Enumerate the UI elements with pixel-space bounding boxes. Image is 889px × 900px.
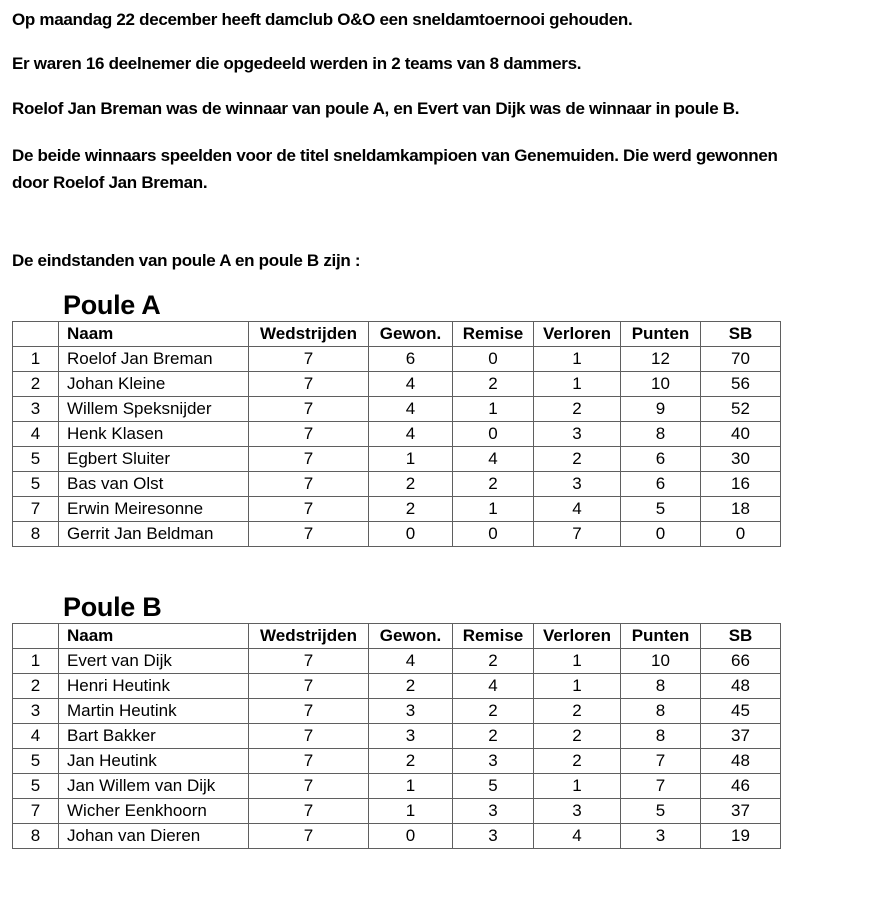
remise-cell: 0 [453, 422, 534, 447]
sb-cell: 30 [701, 447, 781, 472]
rank-cell: 4 [13, 422, 59, 447]
table-row [13, 774, 781, 799]
sb-cell: 19 [701, 824, 781, 849]
punten-cell: 5 [621, 799, 701, 824]
gewonnen-cell: 4 [369, 649, 453, 674]
table-row [13, 447, 781, 472]
wedstrijden-cell: 7 [249, 372, 369, 397]
name-cell: Henri Heutink [59, 674, 249, 699]
paragraph-final [12, 142, 879, 196]
punten-cell: 10 [621, 372, 701, 397]
gewonnen-cell: 4 [369, 422, 453, 447]
wedstrijden-cell: 7 [249, 799, 369, 824]
remise-cell: 4 [453, 447, 534, 472]
wedstrijden-cell: 7 [249, 749, 369, 774]
column-header-sb: SB [701, 322, 781, 347]
table-row [13, 522, 781, 547]
name-cell: Erwin Meiresonne [59, 497, 249, 522]
verloren-cell: 3 [534, 472, 621, 497]
verloren-cell: 2 [534, 724, 621, 749]
name-cell: Bart Bakker [59, 724, 249, 749]
punten-cell: 7 [621, 774, 701, 799]
column-header-remise: Remise [453, 322, 534, 347]
rank-cell: 1 [13, 347, 59, 372]
name-cell: Egbert Sluiter [59, 447, 249, 472]
wedstrijden-cell: 7 [249, 422, 369, 447]
sb-cell: 45 [701, 699, 781, 724]
wedstrijden-cell: 7 [249, 347, 369, 372]
punten-cell: 7 [621, 749, 701, 774]
remise-cell: 2 [453, 724, 534, 749]
poule-b-table [12, 623, 781, 849]
column-header-punten: Punten [621, 322, 701, 347]
remise-cell: 2 [453, 372, 534, 397]
remise-cell: 5 [453, 774, 534, 799]
gewonnen-cell: 1 [369, 774, 453, 799]
wedstrijden-cell: 7 [249, 497, 369, 522]
table-row [13, 472, 781, 497]
gewonnen-cell: 4 [369, 372, 453, 397]
header-row [13, 322, 781, 347]
gewonnen-cell: 2 [369, 749, 453, 774]
verloren-cell: 1 [534, 774, 621, 799]
name-cell: Henk Klasen [59, 422, 249, 447]
verloren-cell: 7 [534, 522, 621, 547]
column-header-wedstrijden: Wedstrijden [249, 322, 369, 347]
column-header-verloren: Verloren [534, 322, 621, 347]
name-cell: Johan Kleine [59, 372, 249, 397]
rank-cell: 2 [13, 372, 59, 397]
rank-cell: 2 [13, 674, 59, 699]
verloren-cell: 3 [534, 799, 621, 824]
gewonnen-cell: 0 [369, 522, 453, 547]
remise-cell: 2 [453, 472, 534, 497]
name-cell: Wicher Eenkhoorn [59, 799, 249, 824]
punten-cell: 8 [621, 422, 701, 447]
gewonnen-cell: 2 [369, 497, 453, 522]
punten-cell: 0 [621, 522, 701, 547]
paragraph-line: De eindstanden van poule A en poule B zijn : [12, 251, 361, 270]
column-header-naam: Naam [59, 322, 249, 347]
header-row [13, 624, 781, 649]
name-cell: Martin Heutink [59, 699, 249, 724]
poule-a-title: Poule A [63, 290, 161, 320]
name-cell: Bas van Olst [59, 472, 249, 497]
gewonnen-cell: 6 [369, 347, 453, 372]
sb-cell: 70 [701, 347, 781, 372]
rank-cell: 3 [13, 397, 59, 422]
rank-cell: 8 [13, 824, 59, 849]
name-cell: Jan Willem van Dijk [59, 774, 249, 799]
gewonnen-cell: 3 [369, 724, 453, 749]
rank-cell: 4 [13, 724, 59, 749]
punten-cell: 10 [621, 649, 701, 674]
name-cell: Willem Speksnijder [59, 397, 249, 422]
poule-a-table [12, 321, 781, 547]
column-header-gewonnen: Gewon. [369, 322, 453, 347]
wedstrijden-cell: 7 [249, 447, 369, 472]
remise-cell: 4 [453, 674, 534, 699]
verloren-cell: 1 [534, 674, 621, 699]
remise-cell: 3 [453, 824, 534, 849]
punten-cell: 6 [621, 472, 701, 497]
gewonnen-cell: 2 [369, 472, 453, 497]
gewonnen-cell: 4 [369, 397, 453, 422]
table-row [13, 799, 781, 824]
table-row [13, 749, 781, 774]
punten-cell: 8 [621, 674, 701, 699]
remise-cell: 0 [453, 347, 534, 372]
column-header-verloren: Verloren [534, 624, 621, 649]
remise-cell: 1 [453, 497, 534, 522]
gewonnen-cell: 0 [369, 824, 453, 849]
wedstrijden-cell: 7 [249, 824, 369, 849]
column-header-remise: Remise [453, 624, 534, 649]
paragraph-intro [12, 10, 879, 30]
wedstrijden-cell: 7 [249, 649, 369, 674]
verloren-cell: 2 [534, 749, 621, 774]
paragraph-line: Op maandag 22 december heeft damclub O&O een sneldamtoernooi gehouden. [12, 10, 633, 29]
rank-cell: 8 [13, 522, 59, 547]
gewonnen-cell: 3 [369, 699, 453, 724]
rank-cell: 3 [13, 699, 59, 724]
verloren-cell: 4 [534, 824, 621, 849]
sb-cell: 56 [701, 372, 781, 397]
name-cell: Gerrit Jan Beldman [59, 522, 249, 547]
remise-cell: 0 [453, 522, 534, 547]
remise-cell: 3 [453, 749, 534, 774]
gewonnen-cell: 2 [369, 674, 453, 699]
name-cell: Roelof Jan Breman [59, 347, 249, 372]
column-header-rank [13, 322, 59, 347]
verloren-cell: 1 [534, 372, 621, 397]
punten-cell: 5 [621, 497, 701, 522]
sb-cell: 48 [701, 674, 781, 699]
paragraph-line: Er waren 16 deelnemer die opgedeeld werden in 2 teams van 8 dammers. [12, 54, 582, 73]
name-cell: Jan Heutink [59, 749, 249, 774]
sb-cell: 52 [701, 397, 781, 422]
poule-b-title: Poule B [63, 592, 162, 622]
remise-cell: 1 [453, 397, 534, 422]
wedstrijden-cell: 7 [249, 724, 369, 749]
name-cell: Johan van Dieren [59, 824, 249, 849]
table-row [13, 422, 781, 447]
punten-cell: 9 [621, 397, 701, 422]
paragraph-line: De beide winnaars speelden voor de titel sneldamkampioen van Genemuiden. Die werd gewonnen [12, 146, 778, 165]
paragraph-line: Roelof Jan Breman was de winnaar van poule A, en Evert van Dijk was de winnaar in poule B. [12, 99, 740, 118]
wedstrijden-cell: 7 [249, 522, 369, 547]
column-header-sb: SB [701, 624, 781, 649]
verloren-cell: 2 [534, 699, 621, 724]
remise-cell: 2 [453, 699, 534, 724]
rank-cell: 5 [13, 774, 59, 799]
wedstrijden-cell: 7 [249, 397, 369, 422]
column-header-wedstrijden: Wedstrijden [249, 624, 369, 649]
sb-cell: 37 [701, 724, 781, 749]
wedstrijden-cell: 7 [249, 774, 369, 799]
column-header-naam: Naam [59, 624, 249, 649]
table-row [13, 674, 781, 699]
rank-cell: 5 [13, 447, 59, 472]
rank-cell: 7 [13, 497, 59, 522]
column-header-rank [13, 624, 59, 649]
sb-cell: 16 [701, 472, 781, 497]
table-row [13, 497, 781, 522]
table-row [13, 347, 781, 372]
verloren-cell: 4 [534, 497, 621, 522]
gewonnen-cell: 1 [369, 447, 453, 472]
sb-cell: 37 [701, 799, 781, 824]
table-row [13, 824, 781, 849]
remise-cell: 2 [453, 649, 534, 674]
column-header-gewonnen: Gewon. [369, 624, 453, 649]
rank-cell: 5 [13, 749, 59, 774]
table-row [13, 724, 781, 749]
verloren-cell: 1 [534, 347, 621, 372]
punten-cell: 3 [621, 824, 701, 849]
column-header-punten: Punten [621, 624, 701, 649]
table-row [13, 372, 781, 397]
table-row [13, 649, 781, 674]
rank-cell: 5 [13, 472, 59, 497]
name-cell: Evert van Dijk [59, 649, 249, 674]
paragraph-participants [12, 54, 879, 74]
punten-cell: 8 [621, 724, 701, 749]
paragraph-line: door Roelof Jan Breman. [12, 173, 208, 192]
verloren-cell: 2 [534, 447, 621, 472]
sb-cell: 40 [701, 422, 781, 447]
paragraph-standings-intro [12, 251, 879, 271]
sb-cell: 0 [701, 522, 781, 547]
sb-cell: 46 [701, 774, 781, 799]
verloren-cell: 3 [534, 422, 621, 447]
gewonnen-cell: 1 [369, 799, 453, 824]
sb-cell: 66 [701, 649, 781, 674]
remise-cell: 3 [453, 799, 534, 824]
sb-cell: 48 [701, 749, 781, 774]
wedstrijden-cell: 7 [249, 674, 369, 699]
wedstrijden-cell: 7 [249, 699, 369, 724]
verloren-cell: 1 [534, 649, 621, 674]
rank-cell: 7 [13, 799, 59, 824]
sb-cell: 18 [701, 497, 781, 522]
table-row [13, 699, 781, 724]
punten-cell: 6 [621, 447, 701, 472]
rank-cell: 1 [13, 649, 59, 674]
punten-cell: 12 [621, 347, 701, 372]
paragraph-winners [12, 99, 879, 119]
verloren-cell: 2 [534, 397, 621, 422]
table-row [13, 397, 781, 422]
wedstrijden-cell: 7 [249, 472, 369, 497]
punten-cell: 8 [621, 699, 701, 724]
